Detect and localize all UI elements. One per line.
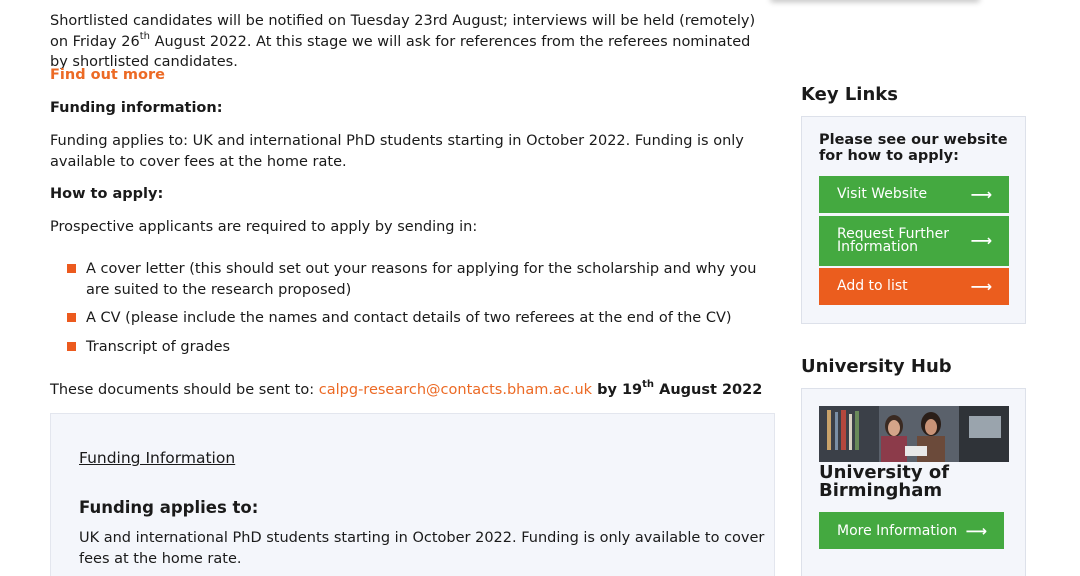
deadline-superscript: th [642, 379, 655, 391]
funding-heading: Funding information: [50, 100, 223, 116]
list-item [67, 337, 779, 358]
visit-website-button[interactable] [819, 176, 1009, 213]
button-label: Visit Website [837, 186, 928, 202]
request-information-button[interactable] [819, 216, 1009, 266]
info-box-title: Funding Information [79, 449, 236, 467]
key-links-title: Key Links [801, 84, 898, 105]
email-link[interactable]: calpg-research@contacts.bham.ac.uk [318, 382, 593, 398]
list-item [67, 308, 779, 329]
key-links-intro: Please see our website for how to apply: [819, 132, 1008, 164]
arrow-right-icon: ⟶ [965, 521, 987, 540]
button-label: Add to list [837, 278, 908, 294]
bullet-square-icon [67, 313, 76, 322]
apply-paragraph: Prospective applicants are required to apply by sending in: [50, 219, 478, 235]
button-label: More Information [837, 522, 958, 539]
list-item [67, 259, 779, 300]
deadline-month: August 2022 [654, 382, 763, 398]
arrow-right-icon: ⟶ [970, 185, 992, 203]
bullet-square-icon [67, 264, 76, 273]
intro-text-b: August 2022. At this stage we will ask for references from the referees nominated by shortlisted candidates. [50, 33, 751, 70]
button-label: Request Further Information [837, 226, 949, 255]
university-hub-title: University Hub [801, 356, 952, 377]
documents-paragraph [50, 380, 762, 401]
students-photo [819, 406, 1009, 462]
funding-info-box [50, 413, 775, 576]
more-information-button[interactable] [819, 512, 1004, 549]
intro-superscript: th [139, 30, 150, 42]
list-item-text: A cover letter (this should set out your reasons for applying for the scholarship and why you are suited to the research proposed) [86, 261, 757, 298]
info-box-heading: Funding applies to: [79, 498, 259, 517]
info-box-text: UK and international PhD students starting in October 2022. Funding is only available to cover fees at the home rate. [79, 530, 765, 567]
requirements-list [67, 259, 779, 365]
documents-prefix: These documents should be sent to: [50, 382, 319, 398]
list-item-text: A CV (please include the names and contact details of two referees at the end of the CV) [86, 310, 732, 326]
university-name: University of Birmingham [819, 462, 950, 501]
intro-text-a: Shortlisted candidates will be notified on Tuesday 23rd August; interviews will be held (remotely) on Friday 26 [50, 13, 756, 50]
university-hub-panel [801, 388, 1026, 576]
deadline-by: by 19 [592, 382, 643, 398]
arrow-right-icon: ⟶ [970, 231, 992, 250]
funding-paragraph: Funding applies to: UK and international PhD students starting in October 2022. Funding is only available to cover fees at the home rate. [50, 133, 744, 170]
key-links-panel [801, 116, 1026, 324]
find-out-more-link[interactable]: Find out more [50, 67, 165, 83]
list-item-text: Transcript of grades [86, 338, 231, 355]
apply-heading: How to apply: [50, 186, 164, 202]
intro-paragraph [50, 11, 770, 73]
arrow-right-icon: ⟶ [970, 277, 992, 295]
bullet-square-icon [67, 342, 76, 351]
add-to-list-button[interactable] [819, 268, 1009, 305]
